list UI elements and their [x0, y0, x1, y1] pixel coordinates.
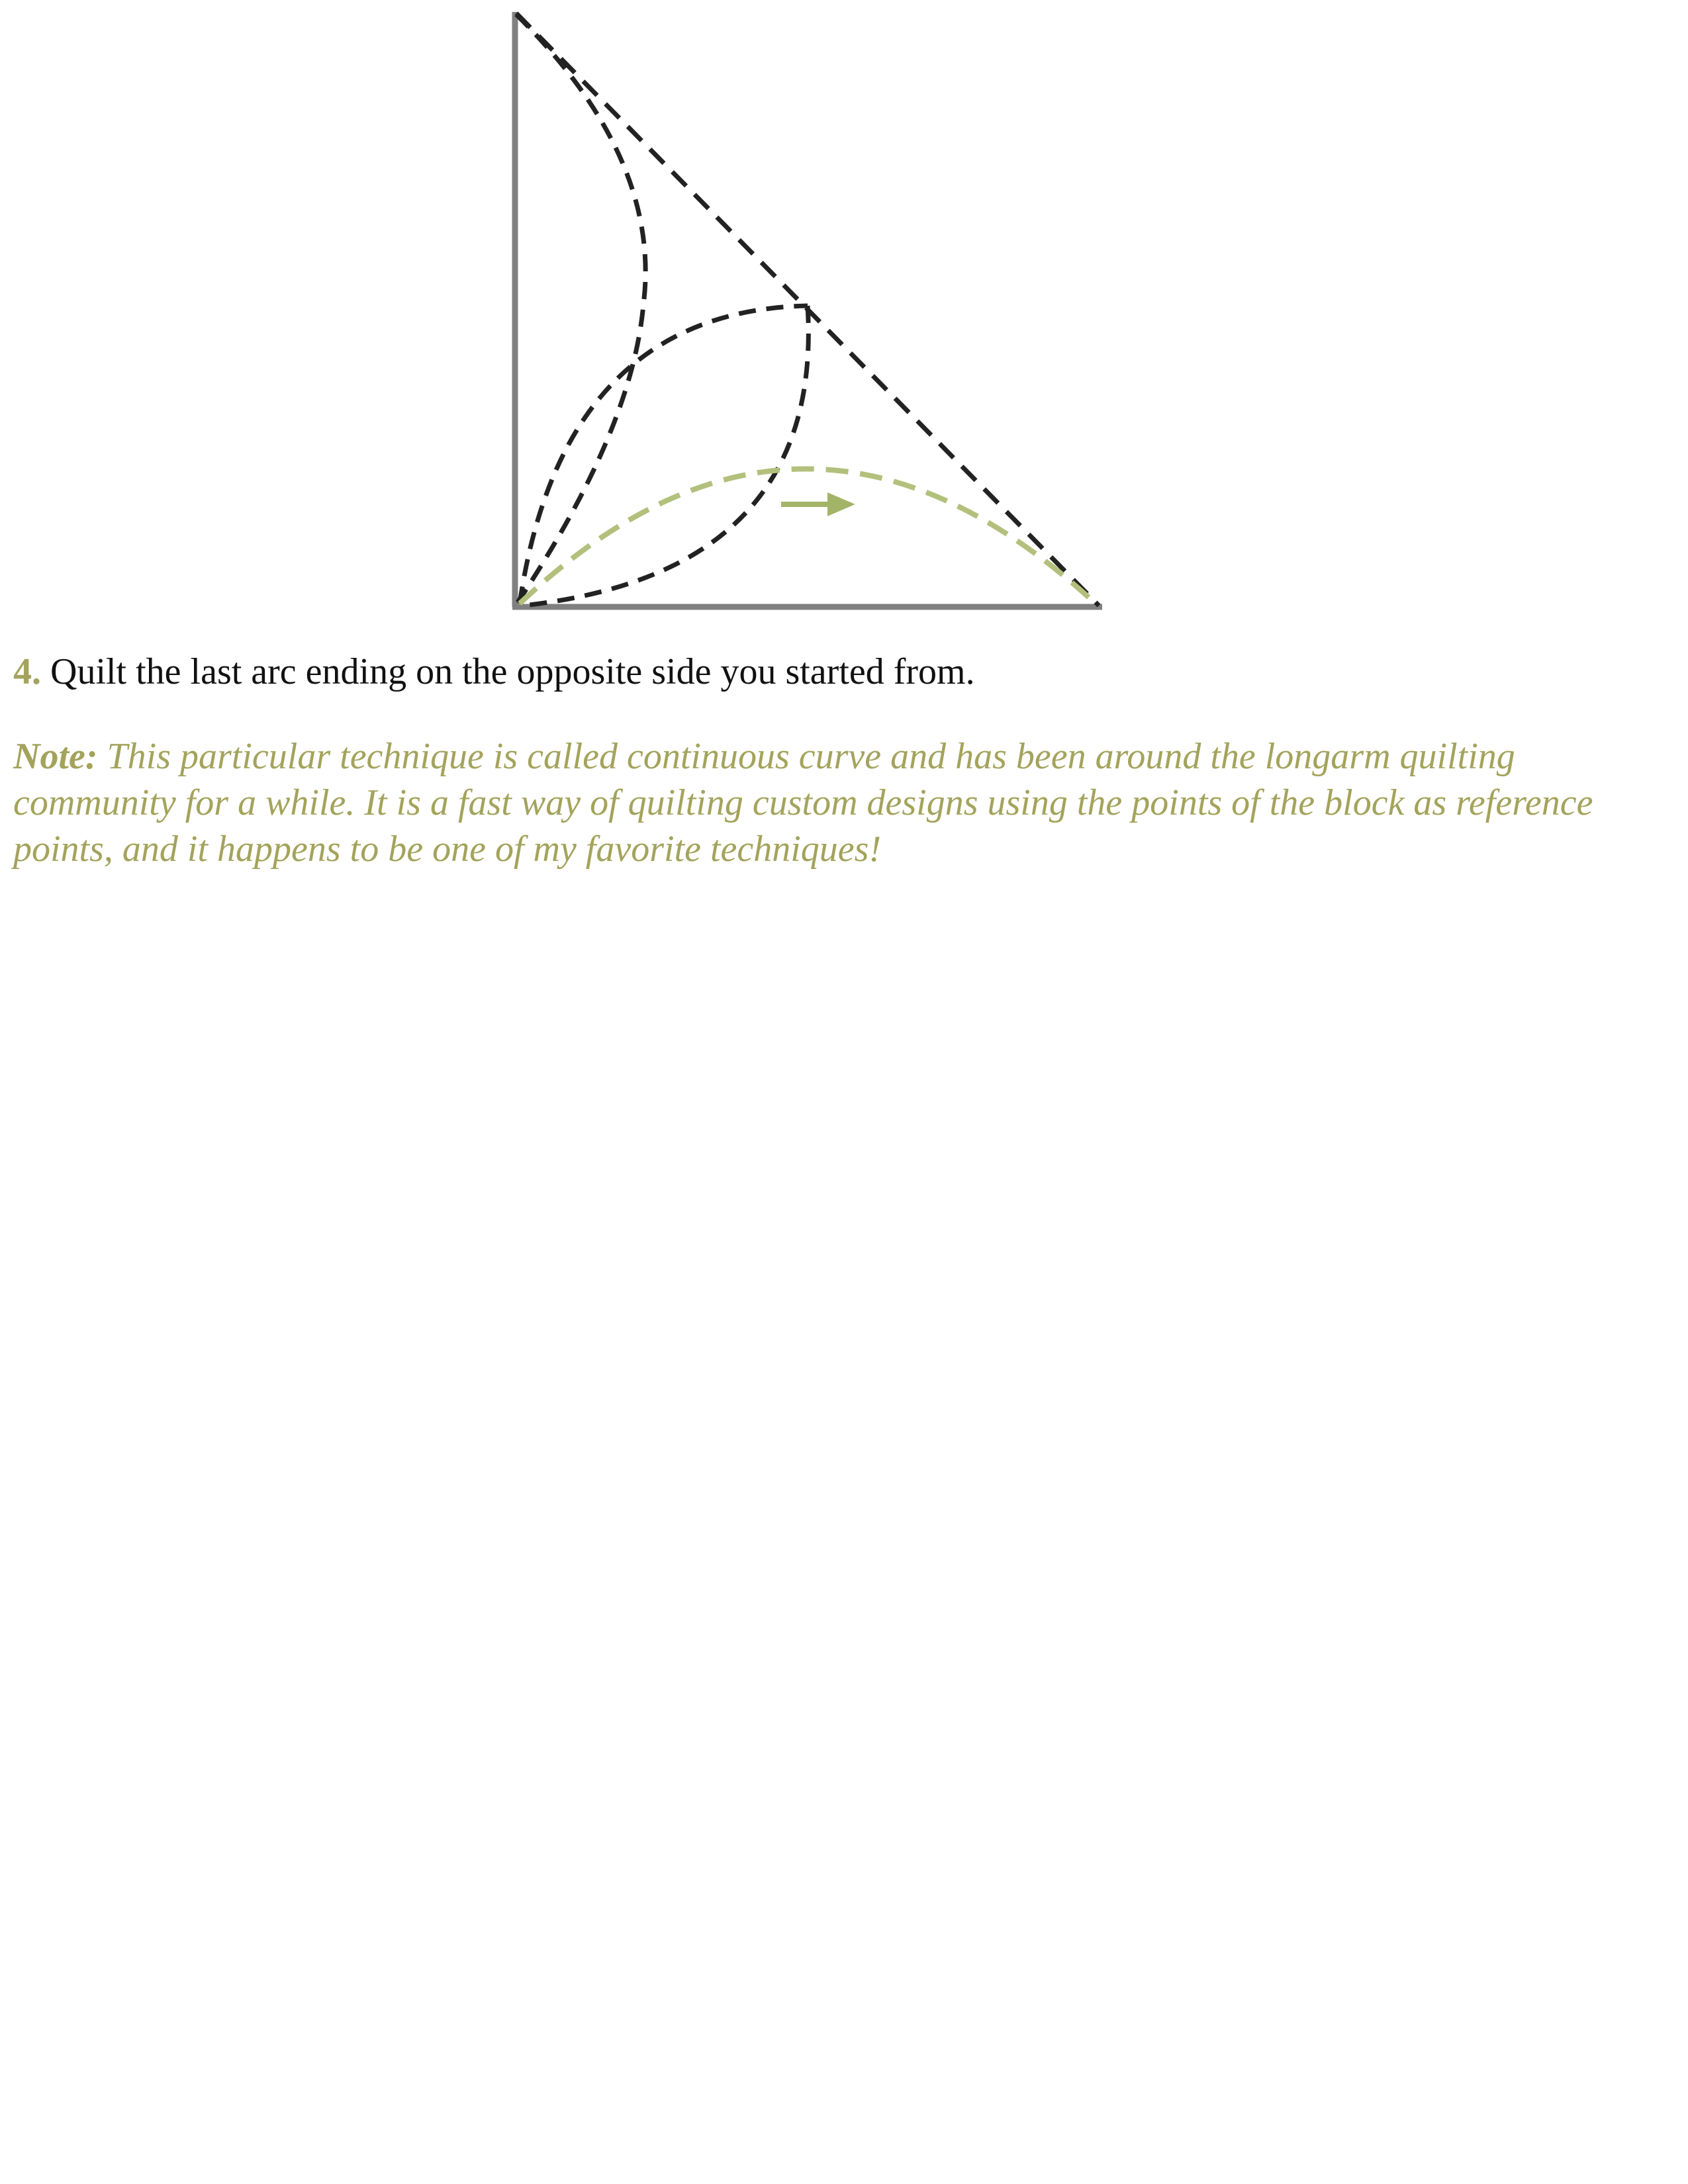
step-text: Quilt the last arc ending on the opposite side you started from.	[50, 651, 975, 692]
arc-last-highlighted	[520, 469, 1096, 604]
direction-arrow-right-icon	[827, 492, 855, 516]
arc-third-dashed	[530, 306, 808, 605]
step-instruction	[13, 645, 1668, 698]
quilting-diagram	[503, 7, 1112, 615]
note-text: This particular technique is called continuous curve and has been around the longarm quilting community for a while. It is a fast way of quilting custom designs using the points of the block as reference points, and it happens to be one of my favorite techniques!	[13, 736, 1593, 870]
step-number: 4.	[13, 651, 41, 692]
note-paragraph	[13, 733, 1668, 872]
note-label: Note:	[13, 736, 98, 777]
arc-second-dashed	[520, 306, 808, 604]
arc-first-dashed	[516, 15, 645, 602]
